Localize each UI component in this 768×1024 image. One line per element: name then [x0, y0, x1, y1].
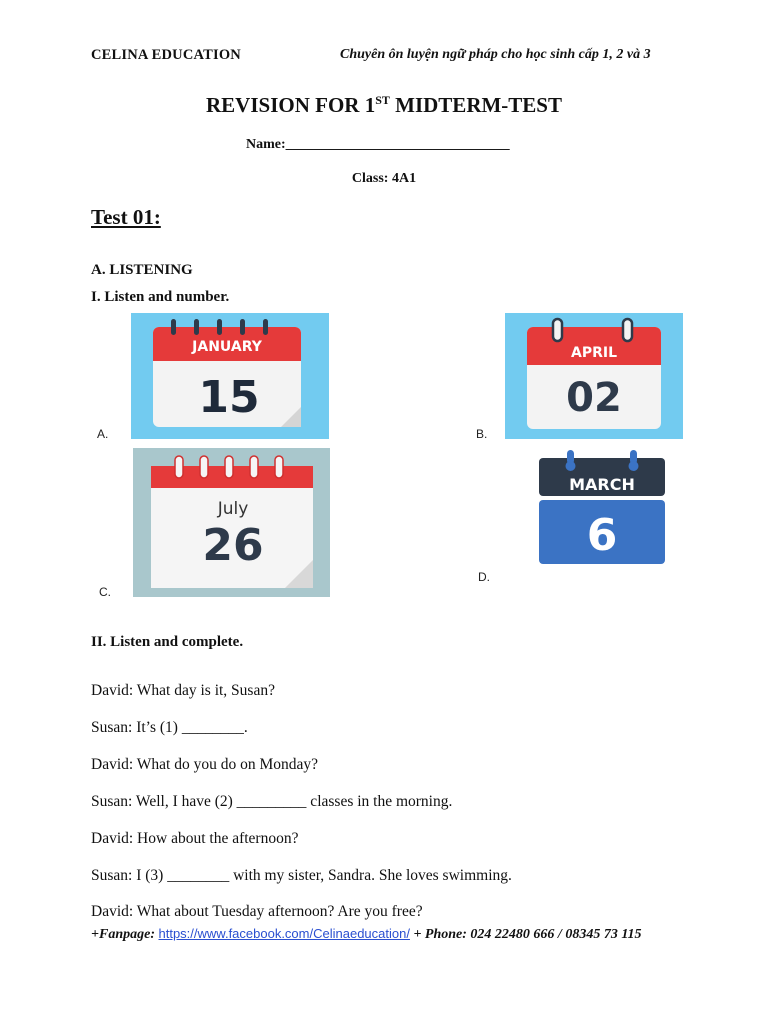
name-field: Name:________________________________	[246, 137, 510, 152]
title-part-2: MIDTERM-TEST	[389, 93, 562, 117]
exercise-2-heading: II. Listen and complete.	[91, 634, 244, 650]
class-label: Class: 4A1	[351, 171, 417, 186]
option-d-label: D.	[478, 570, 490, 584]
dialogue-line: Susan: It’s (1) ________.	[91, 719, 248, 736]
calendar-c-day: 26	[202, 520, 264, 571]
calendar-c-month: July	[217, 499, 249, 519]
header-tagline: Chuyên ôn luyện ngữ pháp cho học sinh cấp 1, 2 và 3	[340, 47, 651, 62]
option-c-label: C.	[99, 585, 111, 599]
title-part-1: REVISION FOR 1	[206, 93, 376, 117]
page-title	[0, 93, 768, 118]
calendar-b-month: APRIL	[570, 345, 618, 361]
phone-info: + Phone: 024 22480 666 / 08345 73 115	[409, 927, 642, 942]
calendar-april-02-image	[505, 313, 683, 439]
calendar-b-day: 02	[566, 375, 622, 421]
calendar-d-day: 6	[586, 510, 618, 561]
calendar-january-15-image	[131, 313, 329, 439]
fanpage-link[interactable]: https://www.facebook.com/Celinaeducation/	[158, 926, 410, 941]
dialogue-line: David: What about Tuesday afternoon? Are you free?	[91, 903, 423, 920]
dialogue-line: David: How about the afternoon?	[91, 830, 299, 847]
page-footer	[91, 925, 691, 943]
dialogue-line: David: What day is it, Susan?	[91, 682, 275, 699]
calendar-march-6-image	[538, 450, 666, 566]
calendar-july-26-image	[133, 448, 330, 597]
test-heading: Test 01:	[91, 205, 161, 229]
exercise-1-heading: I. Listen and number.	[91, 289, 230, 305]
dialogue-line: Susan: I (3) ________ with my sister, Sandra. She loves swimming.	[91, 867, 512, 884]
calendar-d-month: MARCH	[569, 475, 635, 494]
option-a-label: A.	[97, 427, 109, 441]
option-b-label: B.	[476, 427, 488, 441]
dialogue-line: David: What do you do on Monday?	[91, 756, 319, 773]
organization-name: CELINA EDUCATION	[91, 47, 241, 63]
calendar-a-month: JANUARY	[192, 339, 262, 355]
dialogue-line: Susan: Well, I have (2) _________ classes in the morning.	[91, 793, 453, 810]
section-listening-heading: A. LISTENING	[91, 262, 193, 278]
calendar-a-day: 15	[198, 372, 260, 423]
fanpage-label: +Fanpage:	[91, 927, 155, 942]
title-superscript: ST	[375, 93, 390, 107]
